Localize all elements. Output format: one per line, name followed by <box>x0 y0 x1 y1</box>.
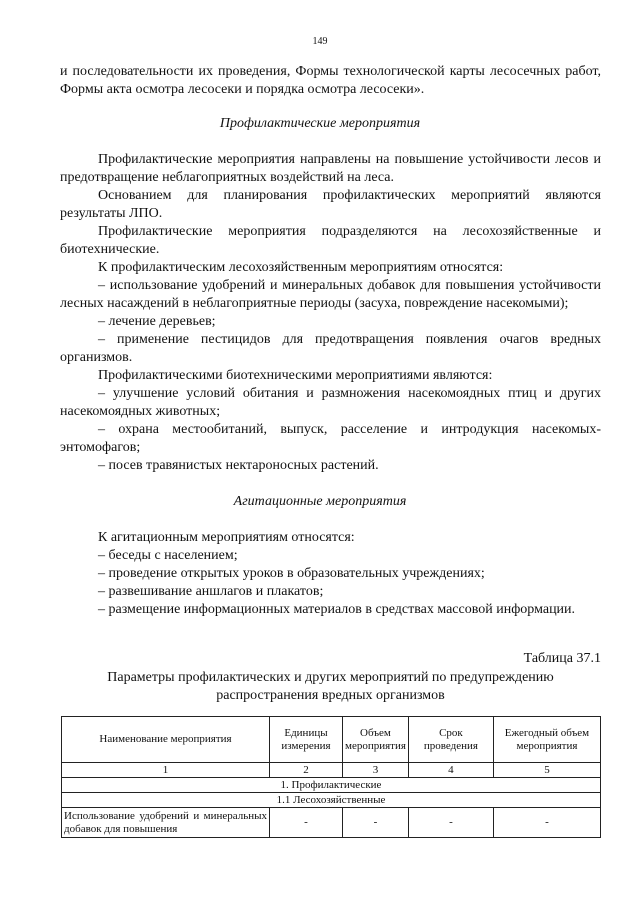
paragraph: Профилактические мероприятия подразделяются на лесохозяйственные и биотехнические. <box>60 224 601 257</box>
column-number-cell: 1 <box>62 763 270 778</box>
list-item: – использование удобрений и минеральных добавок для повышения устойчивости лесных насаждений в неблагоприятные периоды (засуха, повреждение насекомыми); <box>60 278 601 311</box>
page-number: 149 <box>312 36 328 47</box>
paragraph: Профилактические мероприятия направлены на повышение устойчивости лесов и предотвращение неблагоприятных воздействий на леса. <box>60 152 601 185</box>
section-body-prophylactic <box>60 151 601 475</box>
list-item: – развешивание аншлагов и плакатов; <box>98 584 324 599</box>
header-cell: Срок проведения <box>408 717 493 763</box>
section-body-agitation <box>60 529 601 619</box>
list-item: – лечение деревьев; <box>98 314 216 329</box>
parameters-table <box>61 716 601 838</box>
row-value-cell: - <box>408 808 493 838</box>
intro-text <box>60 63 601 99</box>
group-cell: 1. Профилактические <box>62 778 601 793</box>
column-number-cell: 5 <box>493 763 600 778</box>
header-cell: Объем мероприятия <box>343 717 409 763</box>
header-cell: Наименование мероприятия <box>62 717 270 763</box>
row-value-cell: - <box>270 808 343 838</box>
intro-paragraph: и последовательности их проведения, Формы технологической карты лесосечных работ, Формы акта осмотра лесосеки и порядка осмотра лесосеки». <box>60 64 601 97</box>
section-heading-agitation: Агитационные мероприятия <box>233 494 407 509</box>
list-item: – размещение информационных материалов в средствах массовой информации. <box>98 602 576 617</box>
header-cell: Единицы измерения <box>270 717 343 763</box>
list-item: – улучшение условий обитания и размножения насекомоядных птиц и других насекомоядных животных; <box>60 386 601 419</box>
row-value-cell: - <box>493 808 600 838</box>
subgroup-row <box>62 793 601 808</box>
table-label: Таблица 37.1 <box>523 651 601 666</box>
column-number-row <box>62 763 601 778</box>
list-item: – беседы с населением; <box>98 548 238 563</box>
table-header-row <box>62 717 601 763</box>
paragraph: Основанием для планирования профилактических мероприятий являются результаты ЛПО. <box>60 188 601 221</box>
table-row <box>62 808 601 838</box>
subgroup-cell: 1.1 Лесохозяйственные <box>62 793 601 808</box>
section-heading-prophylactic: Профилактические мероприятия <box>219 116 421 131</box>
column-number-cell: 3 <box>343 763 409 778</box>
table-title: Параметры профилактических и других мероприятий по предупреждению распространения вредных организмов <box>107 670 554 703</box>
row-name-cell: Использование удобрений и минеральных добавок для повышения <box>62 808 270 838</box>
list-item: – охрана местообитаний, выпуск, расселение и интродукция насекомых-энтомофагов; <box>60 422 601 455</box>
paragraph: Профилактическими биотехническими мероприятиями являются: <box>98 368 493 383</box>
header-cell: Ежегодный объем мероприятия <box>493 717 600 763</box>
row-value-cell: - <box>343 808 409 838</box>
paragraph: К профилактическим лесохозяйственным мероприятиям относятся: <box>98 260 504 275</box>
column-number-cell: 4 <box>408 763 493 778</box>
group-row <box>62 778 601 793</box>
list-item: – проведение открытых уроков в образовательных учреждениях; <box>98 566 485 581</box>
list-item: – применение пестицидов для предотвращения появления очагов вредных организмов. <box>60 332 601 365</box>
paragraph: К агитационным мероприятиям относятся: <box>98 530 355 545</box>
column-number-cell: 2 <box>270 763 343 778</box>
list-item: – посев травянистых нектароносных растений. <box>98 458 379 473</box>
